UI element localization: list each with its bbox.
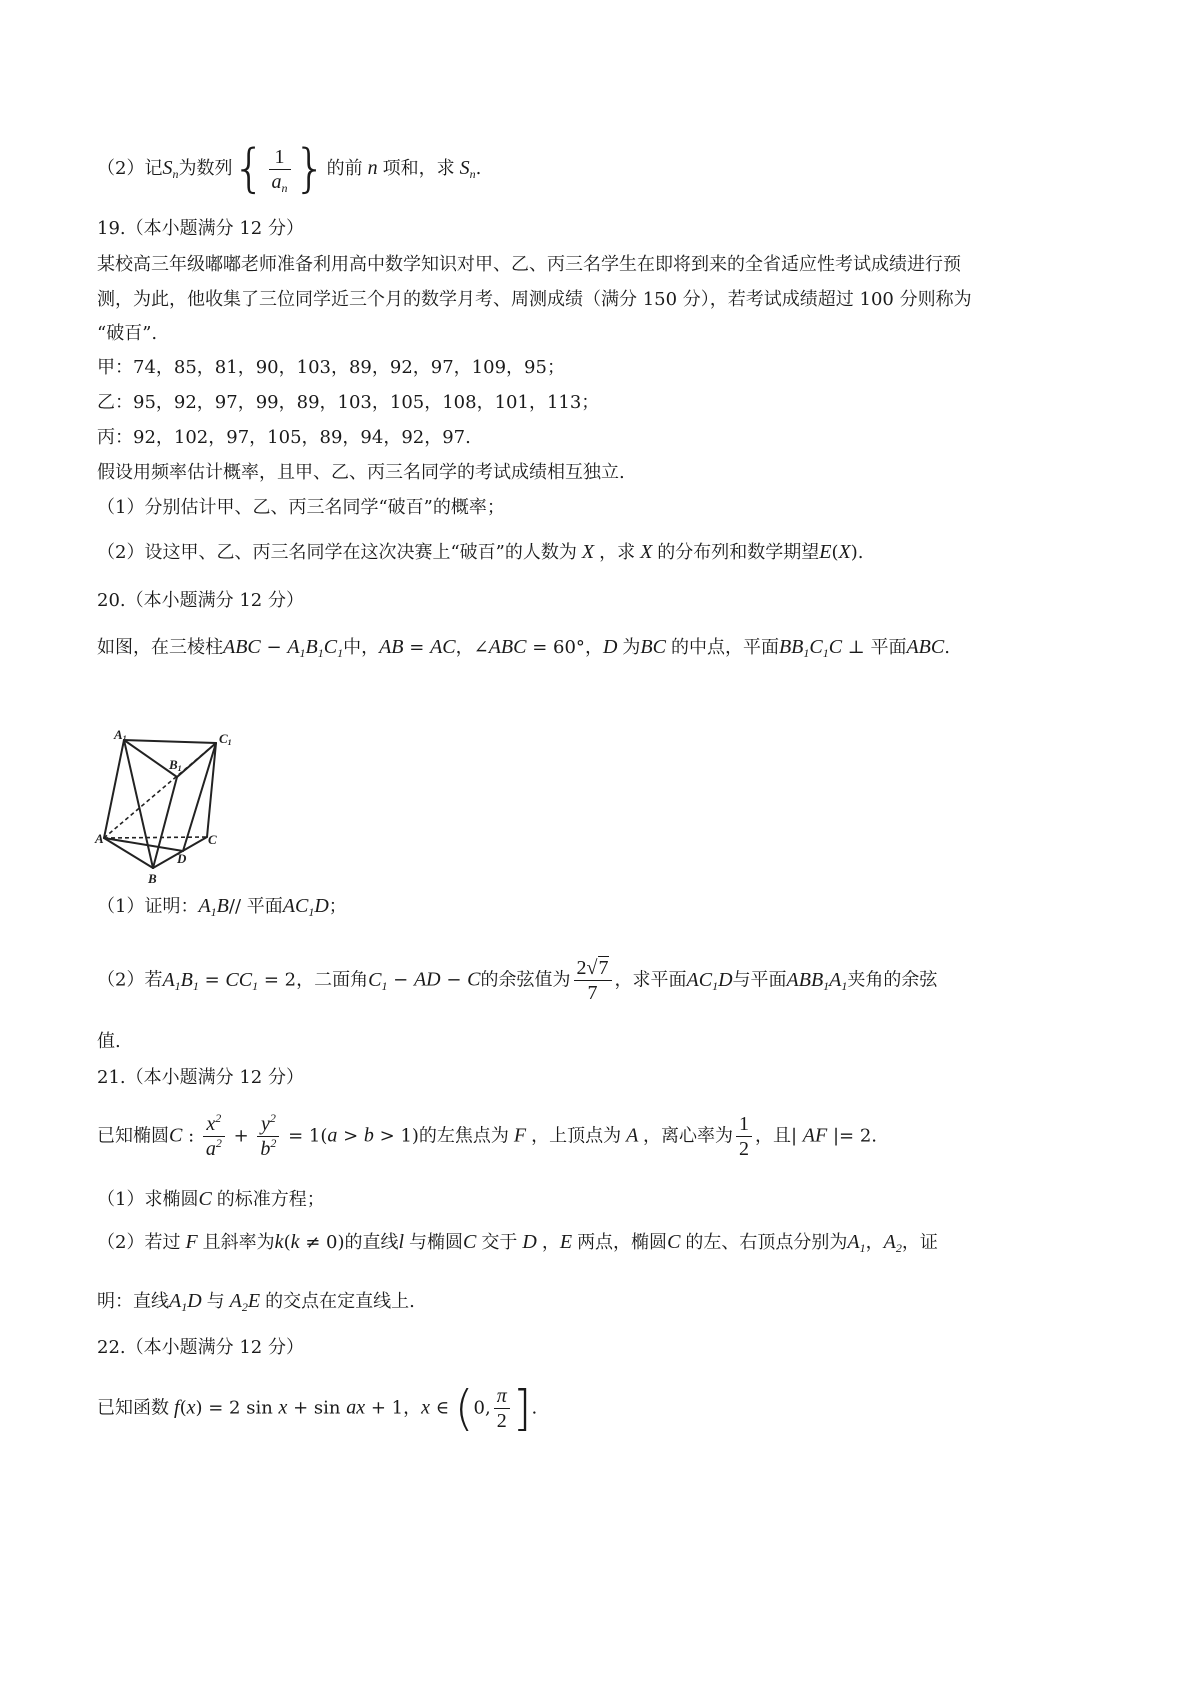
q19-header: 19.（本小题满分 12 分） (97, 218, 304, 239)
q21-part2: （2）若过 F 且斜率为k(k ≠ 0)的直线l 与椭圆C 交于 D ，E 两点，椭圆C 的左、右顶点分别为$A_1$，$A_2$，证 (97, 1231, 938, 1255)
q19-part1: （1）分别估计甲、乙、丙三名同学“破百”的概率； (97, 497, 505, 518)
label-c: C (208, 832, 217, 847)
edge-a1-c1 (124, 740, 216, 743)
q19-assumption: 假设用频率估计概率，且甲、乙、丙三名同学的考试成绩相互独立. (97, 462, 625, 483)
q20-part2-cont: 值. (97, 1031, 121, 1052)
q19-text-line3: “破百”. (97, 323, 158, 344)
q21-part1: （1）求椭圆C 的标准方程； (97, 1188, 325, 1210)
edge-a1-b (124, 740, 153, 868)
edge-a-c (104, 837, 207, 838)
label-a: A (95, 831, 104, 846)
q22-intro: 已知函数 f(x) = 2 sin x + sin ax + 1，x ∈ (0, $\frac{\pi}{2}$ ]. (97, 1380, 538, 1437)
label-b1: B1 (169, 757, 182, 773)
q21-intro: 已知椭圆C : $\frac{x^2}{a^2}$ + $\frac{y^2}{b^2}$ = 1(a > b > 1)的左焦点为 F ，上顶点为 A ，离心率为 $\frac{1}{2}$ ，且| AF |= 2. (97, 1111, 878, 1160)
q19-scores-jia: 甲：74，85，81，90，103，89，92，97，109，95； (97, 357, 565, 378)
q20-header: 20.（本小题满分 12 分） (97, 590, 304, 611)
q19-part2: （2）设这甲、乙、丙三名同学在这次决赛上“破百”的人数为 X ，求 X 的分布列和数学期望E(X). (97, 541, 864, 563)
q21-header: 21.（本小题满分 12 分） (97, 1067, 304, 1088)
q20-intro: 如图，在三棱柱ABC − $A_1B_1C_1$中，AB = AC，∠ABC = 60°，D 为BC 的中点，平面$BB_1C_1C$ ⊥ 平面ABC. (97, 636, 950, 660)
q19-text-line2: 测，为此，他收集了三位同学近三个月的数学月考、周测成绩（满分 150 分），若考试成绩超过 100 分则称为 (97, 289, 972, 310)
q22-header: 22.（本小题满分 12 分） (97, 1337, 304, 1358)
q20-part1: （1）证明：$A_1B//$ 平面$AC_1D$； (97, 895, 347, 919)
label-b: B (148, 871, 157, 886)
label-c1: C1 (219, 731, 232, 747)
edge-b-b1 (153, 777, 177, 868)
q21-part2-cont: 明：直线$A_1D$ 与 $A_2E$ 的交点在定直线上. (97, 1290, 415, 1314)
prism-figure (95, 727, 235, 886)
q19-scores-yi: 乙：95，92，97，99，89，103，105，108，101，113； (97, 392, 600, 413)
q19-scores-bing: 丙：92，102，97，105，89，94，92，97. (97, 427, 471, 448)
label-a1: A1 (114, 727, 127, 743)
label-d: D (177, 851, 187, 866)
q19-text-line1: 某校高三年级嘟嘟老师准备利用高中数学知识对甲、乙、丙三名学生在即将到来的全省适应性考试成绩进行预 (97, 254, 961, 275)
q18-part2: （2）记$S_n$为数列{ $\frac{1}{a_n}$ }的前 n 项和，求 $S_n$. (97, 139, 482, 199)
q20-part2: （2）若$A_1B_1 = CC_1 = 2$，二面角$C_1$ − AD − C的余弦值为 $\frac{2√7}{7}$ ，求平面$AC_1D$与平面$ABB_1A_1$夹角的余弦 (97, 957, 938, 1004)
